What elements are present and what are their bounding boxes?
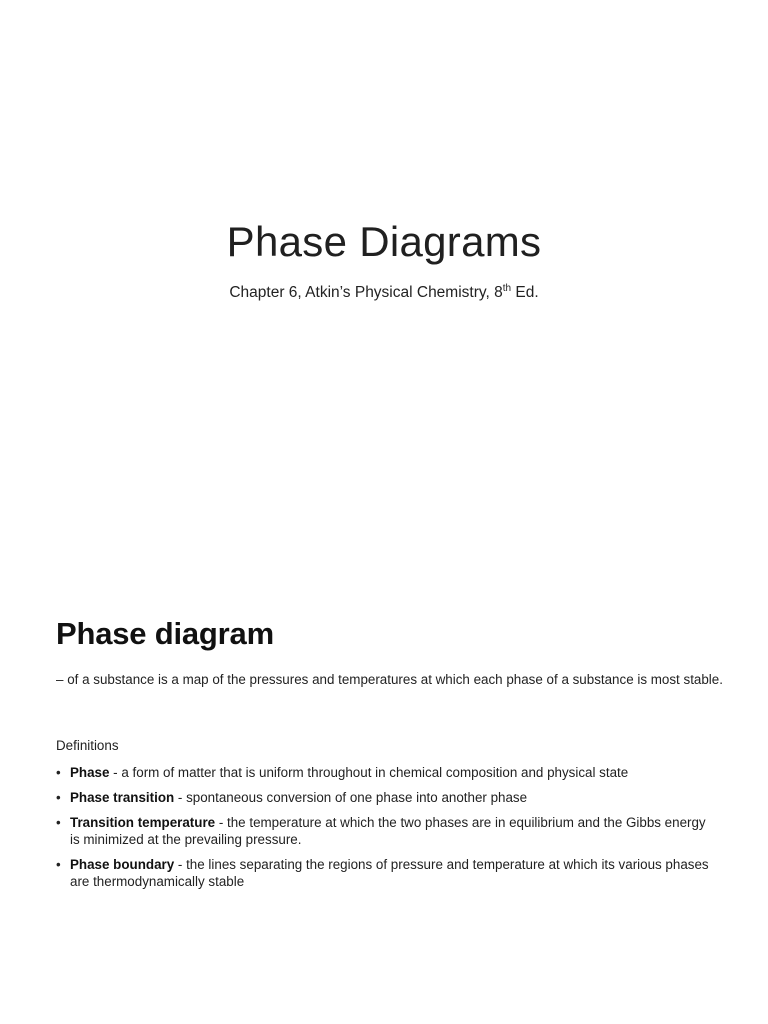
definition-text: - the temperature at which the two phases are in equilibrium and the Gibbs energy is minimized at the prevailing pressure.	[70, 815, 706, 847]
bullet-icon: •	[56, 815, 61, 830]
slide-subtitle	[0, 284, 768, 302]
bullet-icon: •	[56, 857, 61, 872]
lead-dash: –	[56, 672, 64, 687]
definition-term: Phase boundary	[70, 857, 175, 872]
subtitle-superscript: th	[502, 283, 512, 294]
list-item	[56, 789, 716, 806]
list-item	[56, 814, 716, 848]
lead-paragraph	[56, 671, 730, 688]
slide-title: Phase Diagrams	[226, 218, 542, 265]
definition-term: Phase transition	[70, 790, 175, 805]
definition-text: - the lines separating the regions of pressure and temperature at which its various phases are thermodynamically stable	[70, 857, 709, 889]
bullet-icon: •	[56, 790, 61, 805]
definitions-list	[56, 764, 716, 898]
bullet-icon: •	[56, 765, 61, 780]
definition-text: - a form of matter that is uniform throughout in chemical composition and physical state	[109, 765, 629, 780]
subtitle-text: Chapter 6, Atkin’s Physical Chemistry, 8	[229, 284, 503, 301]
list-item	[56, 856, 716, 890]
subtitle-edition: Ed.	[511, 284, 539, 301]
definition-term: Phase	[70, 765, 110, 780]
definition-text: - spontaneous conversion of one phase into another phase	[174, 790, 528, 805]
lead-text: of a substance is a map of the pressures and temperatures at which each phase of a substance is most stable.	[67, 672, 723, 687]
definition-term: Transition temperature	[70, 815, 216, 830]
definitions-label: Definitions	[56, 738, 119, 753]
content-heading: Phase diagram	[56, 616, 274, 651]
list-item	[56, 764, 716, 781]
